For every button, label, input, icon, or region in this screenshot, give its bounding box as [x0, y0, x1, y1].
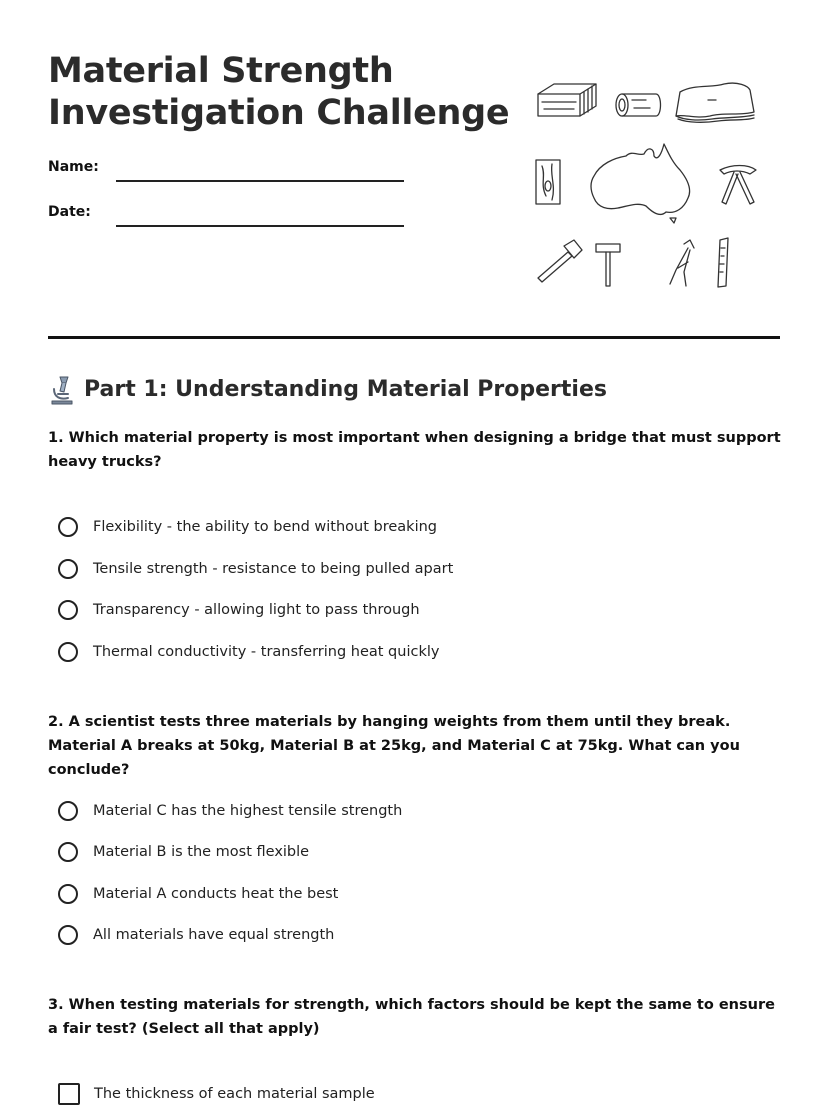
date-field[interactable]: [116, 225, 404, 227]
ruler-icon: [718, 238, 728, 287]
wood-plank-icon: [536, 160, 560, 204]
option-label: Material B is the most flexible: [93, 844, 310, 860]
question-3-text: 3. When testing materials for strength, which factors should be kept the same to ensure a fair test? (Select all that apply): [48, 997, 775, 1037]
question-2-option-3[interactable]: [58, 881, 338, 907]
worksheet-title: [48, 50, 509, 134]
question-2-text: 2. A scientist tests three materials by hanging weights from them until they break. Material A breaks at 50kg, Material B at 25kg, and Material C at 75kg. What can you conclude?: [48, 714, 740, 778]
option-label: Flexibility - the ability to bend without breaking: [93, 519, 437, 535]
checkbox[interactable]: [58, 1083, 80, 1105]
title-line-1: Material Strength: [48, 51, 394, 91]
radio-button[interactable]: [58, 884, 78, 904]
question-2-option-1[interactable]: [58, 798, 402, 824]
name-label: Name:: [48, 159, 99, 175]
section-divider: [48, 336, 780, 339]
radio-button[interactable]: [58, 559, 78, 579]
option-label: All materials have equal strength: [93, 927, 335, 943]
radio-button[interactable]: [58, 925, 78, 945]
mallet-icon: [596, 244, 620, 286]
australia-map-icon: [591, 144, 690, 223]
microscope-icon: [48, 373, 76, 405]
option-label: Transparency - allowing light to pass through: [93, 602, 420, 618]
question-1-text: 1. Which material property is most important when designing a bridge that must support heavy trucks?: [48, 430, 781, 470]
section-header: [48, 372, 607, 406]
radio-button[interactable]: [58, 642, 78, 662]
name-field[interactable]: [116, 180, 404, 182]
option-label: Material A conducts heat the best: [93, 886, 339, 902]
question-3-option-1[interactable]: [58, 1081, 375, 1107]
radio-button[interactable]: [58, 842, 78, 862]
pliers-icon: [670, 240, 694, 286]
question-1-option-1[interactable]: [58, 514, 437, 540]
materials-illustration: [528, 72, 768, 302]
log-icon: [616, 94, 661, 116]
option-label: Thermal conductivity - transferring heat quickly: [93, 644, 440, 660]
hammer-icon: [538, 240, 582, 282]
title-line-2: Investigation Challenge: [48, 93, 510, 133]
question-2-option-2[interactable]: [58, 839, 309, 865]
pickaxe-icon: [720, 166, 756, 205]
radio-button[interactable]: [58, 600, 78, 620]
wood-block-icon: [538, 84, 596, 116]
option-label: The thickness of each material sample: [94, 1086, 375, 1102]
option-label: Tensile strength - resistance to being pulled apart: [93, 561, 454, 577]
question-1-option-2[interactable]: [58, 556, 453, 582]
radio-button[interactable]: [58, 801, 78, 821]
date-label: Date:: [48, 204, 91, 220]
question-2-option-4[interactable]: [58, 922, 334, 948]
section-title: Part 1: Understanding Material Properties: [84, 376, 607, 402]
option-label: Material C has the highest tensile strength: [93, 803, 403, 819]
radio-button[interactable]: [58, 517, 78, 537]
question-1-option-3[interactable]: [58, 597, 420, 623]
fabric-icon: [676, 83, 754, 122]
question-1-option-4[interactable]: [58, 639, 439, 665]
